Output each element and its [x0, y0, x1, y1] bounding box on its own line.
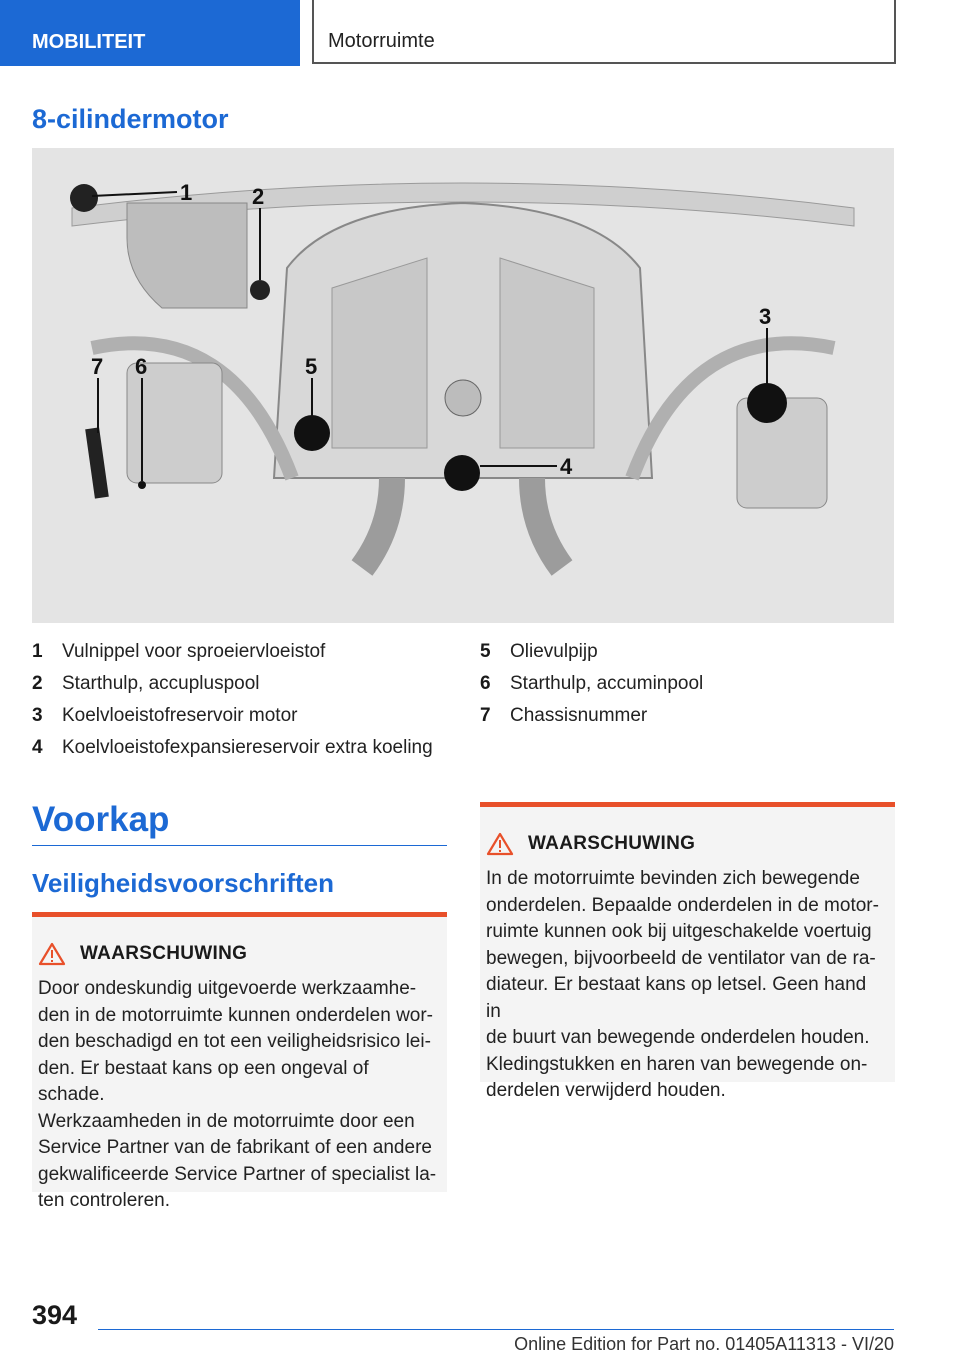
- legend-left: [32, 636, 433, 764]
- section-tab: [0, 0, 300, 66]
- callout-5: 5: [305, 354, 318, 379]
- legend-number: 7: [480, 705, 491, 726]
- legend-number: 6: [480, 673, 491, 694]
- chapter-title: Motorruimte: [328, 30, 435, 52]
- section-title: MOBILITEIT: [32, 31, 146, 53]
- legend-label: Starthulp, accuminpool: [510, 673, 704, 694]
- engine-heading: 8-cilindermotor: [32, 104, 229, 134]
- callout-4: 4: [560, 454, 573, 479]
- warning-box: [32, 912, 447, 1211]
- legend-item: [480, 668, 703, 700]
- callout-3: 3: [759, 304, 772, 329]
- legend-item: [32, 636, 433, 668]
- legend-number: 1: [32, 641, 43, 662]
- edition-note: Online Edition for Part no. 01405A11313 - VI/20: [514, 1334, 894, 1354]
- callout-1: 1: [180, 180, 193, 205]
- warning-text: Door ondeskundig uitgevoerde werkzaamhe- den in de motorruimte kunnen onderdelen wor- den beschadigd en tot een veiligheidsrisico lei- den. Er bestaat kans op een ongeval of schade. Werkzaamheden in de motorruimte door een Service Partner van de fabrikant of een andere gekwalificeerde Service Partner of specialist la- ten controleren.: [38, 978, 437, 1211]
- callout-2: 2: [252, 184, 265, 209]
- legend-item: [32, 668, 433, 700]
- legend-right: [480, 636, 703, 732]
- warning-title: WAARSCHUWING: [528, 833, 696, 854]
- legend-number: 2: [32, 673, 43, 694]
- warning-title: WAARSCHUWING: [80, 943, 248, 964]
- legend-label: Starthulp, accupluspool: [62, 673, 260, 694]
- legend-number: 5: [480, 641, 491, 662]
- legend-item: [480, 700, 703, 732]
- chapter-tab: [312, 0, 896, 64]
- section-heading: Voorkap: [32, 800, 170, 839]
- page-number: 394: [32, 1300, 78, 1330]
- callout-6: 6: [135, 354, 148, 379]
- legend-item: [32, 732, 433, 764]
- legend-label: Koelvloeistofexpansiereservoir extra koeling: [62, 737, 433, 758]
- warning-triangle-icon: [486, 832, 514, 856]
- legend-number: 4: [32, 737, 43, 758]
- legend-number: 3: [32, 705, 43, 726]
- warning-box: [480, 802, 895, 1101]
- warning-triangle-icon: [38, 942, 66, 966]
- legend-label: Koelvloeistofreservoir motor: [62, 705, 298, 726]
- legend-label: Olievulpijp: [510, 641, 598, 662]
- engine-bay-illustration: [32, 148, 894, 623]
- subsection-heading: Veiligheidsvoorschriften: [32, 868, 334, 898]
- legend-label: Vulnippel voor sproeiervloeistof: [62, 641, 326, 662]
- legend-item: [32, 700, 433, 732]
- legend-label: Chassisnummer: [510, 705, 648, 726]
- heading-divider: [32, 845, 447, 846]
- footer-divider: [98, 1329, 894, 1330]
- legend-item: [480, 636, 703, 668]
- callout-7: 7: [91, 354, 104, 379]
- warning-text: In de motorruimte bevinden zich bewegende onderdelen. Bepaalde onderdelen in de motor- ruimte kunnen ook bij uitgeschakelde voertuig bewegen, bijvoorbeeld de ventilator van de ra- diateur. Er bestaat kans op letsel. Geen hand in de buurt van bewegende onderdelen houden. Kledingstukken en haren van bewegende on- derdelen verwijderd houden.: [486, 868, 879, 1101]
